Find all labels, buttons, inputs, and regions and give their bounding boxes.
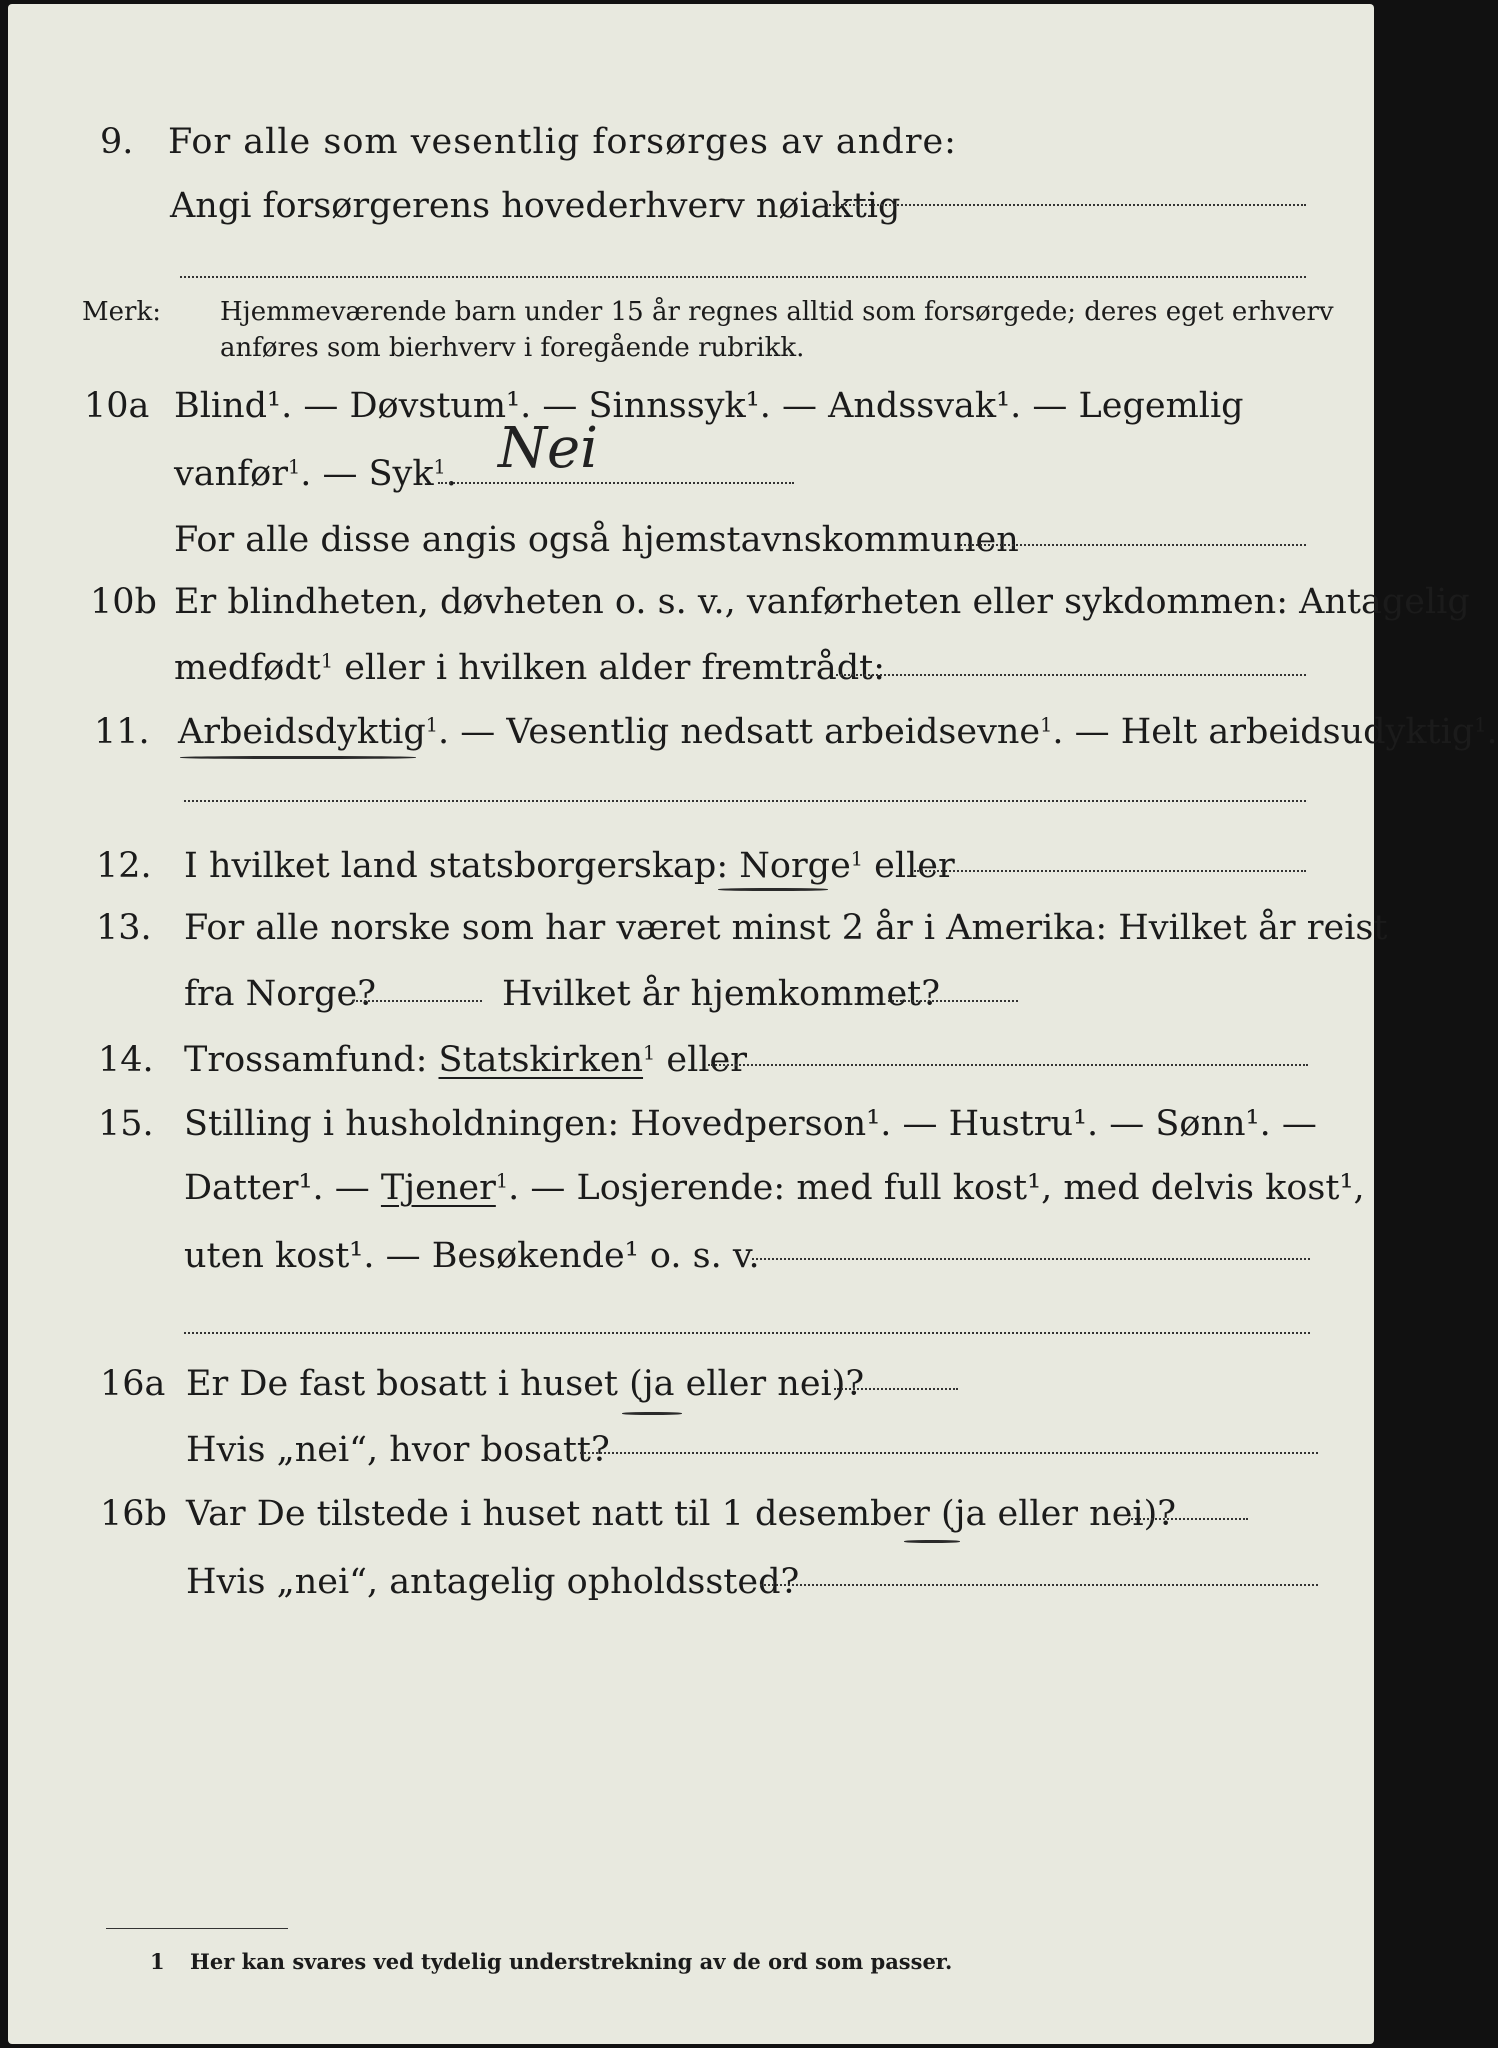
q10a-number: 10a: [84, 386, 150, 426]
q10a-period: .: [445, 454, 457, 494]
q10a-text-3: For alle disse angis også hjemstavnskommunen: [174, 520, 1019, 560]
q13-number: 13.: [96, 908, 152, 948]
q16a-text-2: Hvis „nei“, hvor bosatt?: [186, 1430, 610, 1470]
q14-text: Trossamfund:: [184, 1040, 428, 1080]
footnote-rule: [106, 1928, 288, 1929]
q11-underline-mark: [180, 756, 416, 759]
q11-option-arbeidsdyktig: Arbeidsdyktig: [178, 712, 426, 752]
q9-text: For alle som vesentlig forsørges av andre:: [168, 122, 957, 162]
q15-losjerende: . — Losjerende: med full kost¹, med delvis kost¹,: [508, 1168, 1365, 1208]
q15-text: Stilling i husholdningen: Hovedperson¹. — Hustru¹. — Sønn¹. —: [184, 1104, 1317, 1144]
q15-number: 15.: [98, 1104, 154, 1144]
footnote-text: Her kan svares ved tydelig understrekning av de ord som passer.: [190, 1949, 953, 1974]
q13-reist-line: [352, 1000, 482, 1002]
merk-text: Hjemmeværende barn under 15 år regnes alltid som forsørgede; deres eget erhverv: [220, 297, 1334, 327]
q12-suffix: eller: [863, 846, 955, 886]
q16b-text-2: Hvis „nei“, antagelig opholdssted?: [186, 1562, 800, 1602]
q16a-bosatt-line: [580, 1452, 1318, 1454]
q14-number: 14.: [98, 1040, 154, 1080]
q16b-underline-mark: [904, 1540, 960, 1543]
q9-answer-line-2: [180, 276, 1306, 278]
q10a-answer-line: [438, 482, 794, 484]
q10a-kommune-line: [960, 544, 1306, 546]
merk-text-2: anføres som bierhverv i foregående rubrikk.: [220, 333, 805, 363]
q15-datter: Datter¹. —: [184, 1168, 381, 1208]
q16a-number: 16a: [100, 1364, 166, 1404]
q10a-text: Blind¹. — Døvstum¹. — Sinnssyk¹. — Andssvak¹. — Legemlig: [174, 386, 1244, 426]
q14-answer-line: [708, 1064, 1308, 1066]
q16b-answer-line: [1128, 1518, 1248, 1520]
q14-suffix: eller: [655, 1040, 747, 1080]
q11-text-3: .: [1486, 712, 1498, 752]
q10b-number: 10b: [90, 582, 157, 622]
q10a-vanfor: vanfør: [174, 454, 288, 494]
q9-answer-line: [826, 204, 1306, 206]
q15-answer-line: [752, 1258, 1310, 1260]
merk-label: Merk:: [82, 297, 161, 327]
q12-number: 12.: [96, 846, 152, 886]
q9-text-2: Angi forsørgerens hovederhverv nøiaktig: [170, 186, 901, 226]
q13-text: For alle norske som har været minst 2 år i Amerika: Hvilket år reist: [184, 908, 1388, 948]
q13-reist: fra Norge?: [184, 974, 376, 1014]
q10b-answer-line: [836, 674, 1306, 676]
q15-text-3: uten kost¹. — Besøkende¹ o. s. v.: [184, 1236, 760, 1276]
q11-text: . — Vesentlig nedsatt arbeidsevne: [437, 712, 1041, 752]
q10b-medfodt: medfødt: [174, 648, 321, 688]
q12-underline-mark: [718, 888, 828, 891]
q12-answer-line: [914, 870, 1306, 872]
q11-number: 11.: [94, 712, 150, 752]
q11-text-2: . — Helt arbeidsudyktig: [1052, 712, 1475, 752]
footnote-mark: 1: [150, 1949, 165, 1974]
q15-answer-line-2: [184, 1332, 1310, 1334]
q10a-syk: . — Syk: [300, 454, 434, 494]
q13-hjemkommet: Hvilket år hjemkommet?: [502, 974, 941, 1014]
q9-number: 9.: [100, 122, 134, 162]
q16a-text: Er De fast bosatt i huset (ja eller nei)?: [186, 1364, 865, 1404]
q10a-handwritten-answer: Nei: [498, 416, 599, 481]
q16b-text: Var De tilstede i huset natt til 1 desember (ja eller nei)?: [186, 1494, 1177, 1534]
q13-hjemkommet-line: [888, 1000, 1018, 1002]
q14-option-statskirken: Statskirken: [438, 1040, 644, 1080]
q16b-number: 16b: [100, 1494, 167, 1534]
q10b-alder: eller i hvilken alder fremtrådt:: [333, 648, 886, 688]
q15-option-tjener: Tjener: [380, 1168, 496, 1208]
q12-text: I hvilket land statsborgerskap:: [184, 846, 729, 886]
census-form-page: 9. For alle som vesentlig forsørges av andre: Angi forsørgerens hovederhverv nøiaktig Merk: Hjemmeværende barn under 15 år regnes alltid som forsørgede; deres eget erhverv anføres som bierhverv i foregående rubrikk. 10a Blind¹. — Døvstum¹. — Sinnssyk¹. — Andssvak¹. — Legemlig vanfør$^1$. — Syk$^1$. Nei For alle disse angis også hjemstavnskommunen 10b Er blindheten, døvheten o. s. v., vanførheten eller sykdommen: Antagelig medfødt$^1$ eller i hvilken alder fremtrådt: 11. Arbeidsdyktig$^1$. — Vesentlig nedsatt arbeidsevne$^1$. — Helt arbeidsudyktig$^1$. 12. I hvilket land statsborgerskap: Norge$^1$ eller 13. For alle norske som har været minst 2 år i Amerika: Hvilket år reist fra Norge? Hvilket år hjemkommet? 14. Trossamfund: Statskirken$^1$ eller 15. Stilling i husholdningen: Hovedperson¹. — Hustru¹. — Sønn¹. — Datter¹. — Tjener$^1$. — Losjerende: med full kost¹, med delvis kost¹, uten kost¹. — Besøkende¹ o. s. v. 16a Er De fast bosatt i huset (ja eller nei)? Hvis „nei“, hvor bosatt? 16b Var De tilstede i huset natt til 1 desember (ja eller nei)? Hvis „nei“, antagelig opholdssted? 1 Her kan svares ved tydelig understrekning av de ord som passer.: [8, 4, 1374, 2044]
q12-option-norge: Norge: [739, 846, 851, 886]
q16a-underline-mark: [622, 1412, 682, 1415]
q16b-opholdssted-line: [760, 1584, 1318, 1586]
q16a-answer-line: [834, 1388, 958, 1390]
q11-answer-line: [184, 800, 1306, 802]
q10b-text: Er blindheten, døvheten o. s. v., vanførheten eller sykdommen: Antagelig: [174, 582, 1470, 622]
